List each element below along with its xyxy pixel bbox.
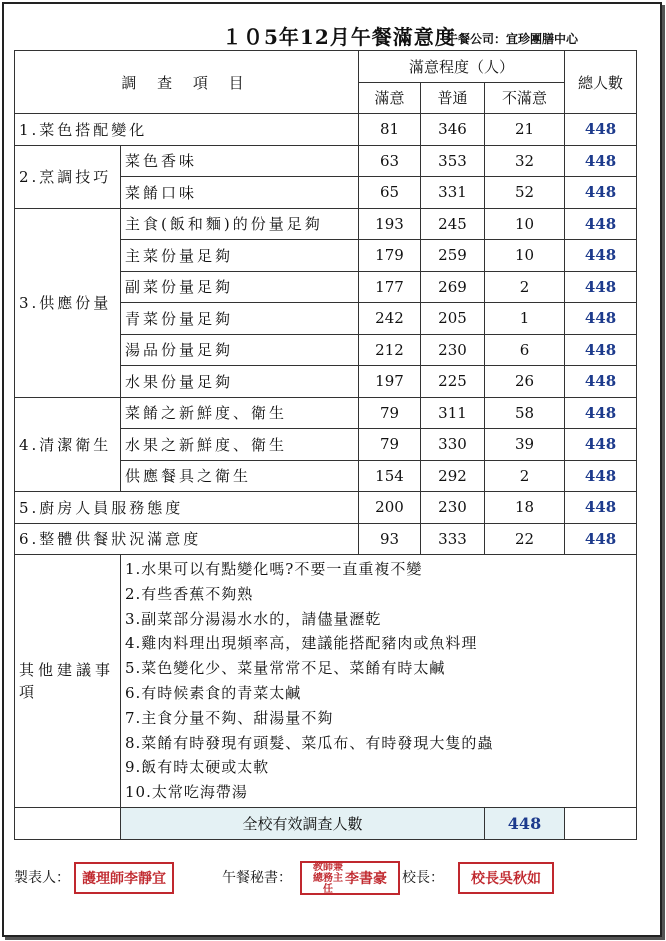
cell-total: 448 [565, 271, 637, 303]
maker-label: 製表人： [14, 870, 70, 886]
row-category: 4.清潔衛生 [15, 397, 121, 492]
suggestion-item: 5.菜色變化少、菜量常常不足、菜餚有時太鹹 [125, 659, 446, 678]
suggestion-item: 2.有些香蕉不夠熟 [125, 584, 254, 603]
row-subitem: 菜餚之新鮮度、衛生 [121, 397, 359, 429]
cell-satisfied: 193 [359, 208, 421, 240]
secretary-stamp [300, 861, 400, 895]
principal-label: 校長： [402, 870, 444, 886]
cell-satisfied: 65 [359, 177, 421, 209]
suggestion-item: 1.水果可以有點變化嗎?不要一直重複不變 [125, 560, 423, 579]
principal-stamp [458, 862, 554, 894]
row-category: 1.菜色搭配變化 [15, 114, 359, 146]
cell-normal: 259 [421, 240, 485, 272]
cell-unsatisfied: 22 [485, 523, 565, 555]
row-subitem: 菜色香味 [121, 145, 359, 177]
cell-normal: 330 [421, 429, 485, 461]
header-satisfied: 滿意 [359, 82, 421, 114]
suggestion-item: 7.主食分量不夠、甜湯量不夠 [125, 708, 334, 727]
cell-unsatisfied: 39 [485, 429, 565, 461]
cell-satisfied: 79 [359, 397, 421, 429]
maker-stamp-text: 護理師李靜宜 [82, 871, 166, 887]
row-subitem: 供應餐具之衛生 [121, 460, 359, 492]
cell-normal: 346 [421, 114, 485, 146]
principal-stamp-text: 校長吳秋如 [471, 871, 541, 887]
cell-normal: 311 [421, 397, 485, 429]
suggestion-item: 3.副菜部分湯湯水水的，請儘量瀝乾 [125, 609, 382, 628]
suggestion-item: 10.太常吃海帶湯 [125, 783, 248, 802]
row-category: 5.廚房人員服務態度 [15, 492, 359, 524]
row-subitem: 菜餚口味 [121, 177, 359, 209]
cell-normal: 269 [421, 271, 485, 303]
row-subitem: 水果份量足夠 [121, 366, 359, 398]
cell-total: 448 [565, 366, 637, 398]
cell-unsatisfied: 52 [485, 177, 565, 209]
row-category: 6.整體供餐狀況滿意度 [15, 523, 359, 555]
cell-satisfied: 212 [359, 334, 421, 366]
row-subitem: 湯品份量足夠 [121, 334, 359, 366]
cell-unsatisfied: 32 [485, 145, 565, 177]
cell-satisfied: 79 [359, 429, 421, 461]
summary-blank [15, 808, 121, 840]
cell-unsatisfied: 21 [485, 114, 565, 146]
cell-satisfied: 179 [359, 240, 421, 272]
cell-unsatisfied: 26 [485, 366, 565, 398]
cell-unsatisfied: 10 [485, 208, 565, 240]
header-total: 總人數 [565, 51, 637, 114]
cell-normal: 225 [421, 366, 485, 398]
cell-normal: 292 [421, 460, 485, 492]
row-subitem: 主菜份量足夠 [121, 240, 359, 272]
suggestion-item: 9.飯有時太硬或太軟 [125, 758, 270, 777]
row-subitem: 副菜份量足夠 [121, 271, 359, 303]
table-row [15, 523, 637, 555]
row-subitem: 水果之新鮮度、衛生 [121, 429, 359, 461]
cell-total: 448 [565, 240, 637, 272]
cell-normal: 333 [421, 523, 485, 555]
secretary-stamp-name: 李書豪 [345, 871, 387, 887]
cell-satisfied: 197 [359, 366, 421, 398]
cell-total: 448 [565, 145, 637, 177]
cell-normal: 245 [421, 208, 485, 240]
cell-unsatisfied: 58 [485, 397, 565, 429]
header-normal: 普通 [421, 82, 485, 114]
summary-label: 全校有效調查人數 [121, 808, 485, 840]
summary-value: 448 [485, 808, 565, 840]
header-satisfaction-level: 滿意程度（人） [359, 51, 565, 83]
cell-satisfied: 154 [359, 460, 421, 492]
table-row [15, 114, 637, 146]
summary-row [15, 808, 637, 840]
summary-blank-right [565, 808, 637, 840]
secretary-label: 午餐秘書： [222, 870, 292, 886]
satisfaction-table [14, 50, 637, 840]
cell-satisfied: 177 [359, 271, 421, 303]
lunch-company: 午餐公司：宜珍團膳中心 [446, 32, 579, 46]
cell-total: 448 [565, 397, 637, 429]
cell-total: 448 [565, 114, 637, 146]
cell-total: 448 [565, 492, 637, 524]
cell-unsatisfied: 2 [485, 271, 565, 303]
suggestion-item: 4.雞肉料理出現頻率高，建議能搭配豬肉或魚料理 [125, 634, 478, 653]
row-category: 3.供應份量 [15, 208, 121, 397]
row-subitem: 主食(飯和麵)的份量足夠 [121, 208, 359, 240]
cell-satisfied: 63 [359, 145, 421, 177]
secretary-stamp-title: 教師兼總務主任 [313, 861, 343, 895]
header-survey-items: 調 查 項 目 [15, 51, 359, 114]
cell-total: 448 [565, 208, 637, 240]
cell-unsatisfied: 18 [485, 492, 565, 524]
header-unsatisfied: 不滿意 [485, 82, 565, 114]
cell-unsatisfied: 1 [485, 303, 565, 335]
cell-unsatisfied: 2 [485, 460, 565, 492]
cell-unsatisfied: 6 [485, 334, 565, 366]
cell-normal: 205 [421, 303, 485, 335]
cell-satisfied: 200 [359, 492, 421, 524]
cell-total: 448 [565, 460, 637, 492]
table-row [15, 492, 637, 524]
table-row [15, 397, 637, 429]
cell-satisfied: 81 [359, 114, 421, 146]
suggestions-row [15, 555, 637, 808]
cell-total: 448 [565, 523, 637, 555]
cell-unsatisfied: 10 [485, 240, 565, 272]
cell-total: 448 [565, 177, 637, 209]
table-row [15, 208, 637, 240]
cell-normal: 230 [421, 334, 485, 366]
row-subitem: 青菜份量足夠 [121, 303, 359, 335]
maker-stamp [74, 862, 174, 894]
suggestions-list [121, 555, 637, 808]
cell-total: 448 [565, 429, 637, 461]
row-category: 2.烹調技巧 [15, 145, 121, 208]
cell-normal: 230 [421, 492, 485, 524]
suggestion-item: 6.有時候素食的青菜太鹹 [125, 684, 302, 702]
cell-normal: 331 [421, 177, 485, 209]
suggestion-item: 8.菜餚有時發現有頭髮、菜瓜布、有時發現大隻的蟲 [125, 733, 494, 752]
cell-satisfied: 93 [359, 523, 421, 555]
cell-total: 448 [565, 303, 637, 335]
table-row [15, 145, 637, 177]
page-title: １０5年12月午餐滿意度 [222, 25, 456, 49]
cell-satisfied: 242 [359, 303, 421, 335]
cell-normal: 353 [421, 145, 485, 177]
suggestions-label: 其他建議事項 [15, 555, 121, 808]
cell-total: 448 [565, 334, 637, 366]
